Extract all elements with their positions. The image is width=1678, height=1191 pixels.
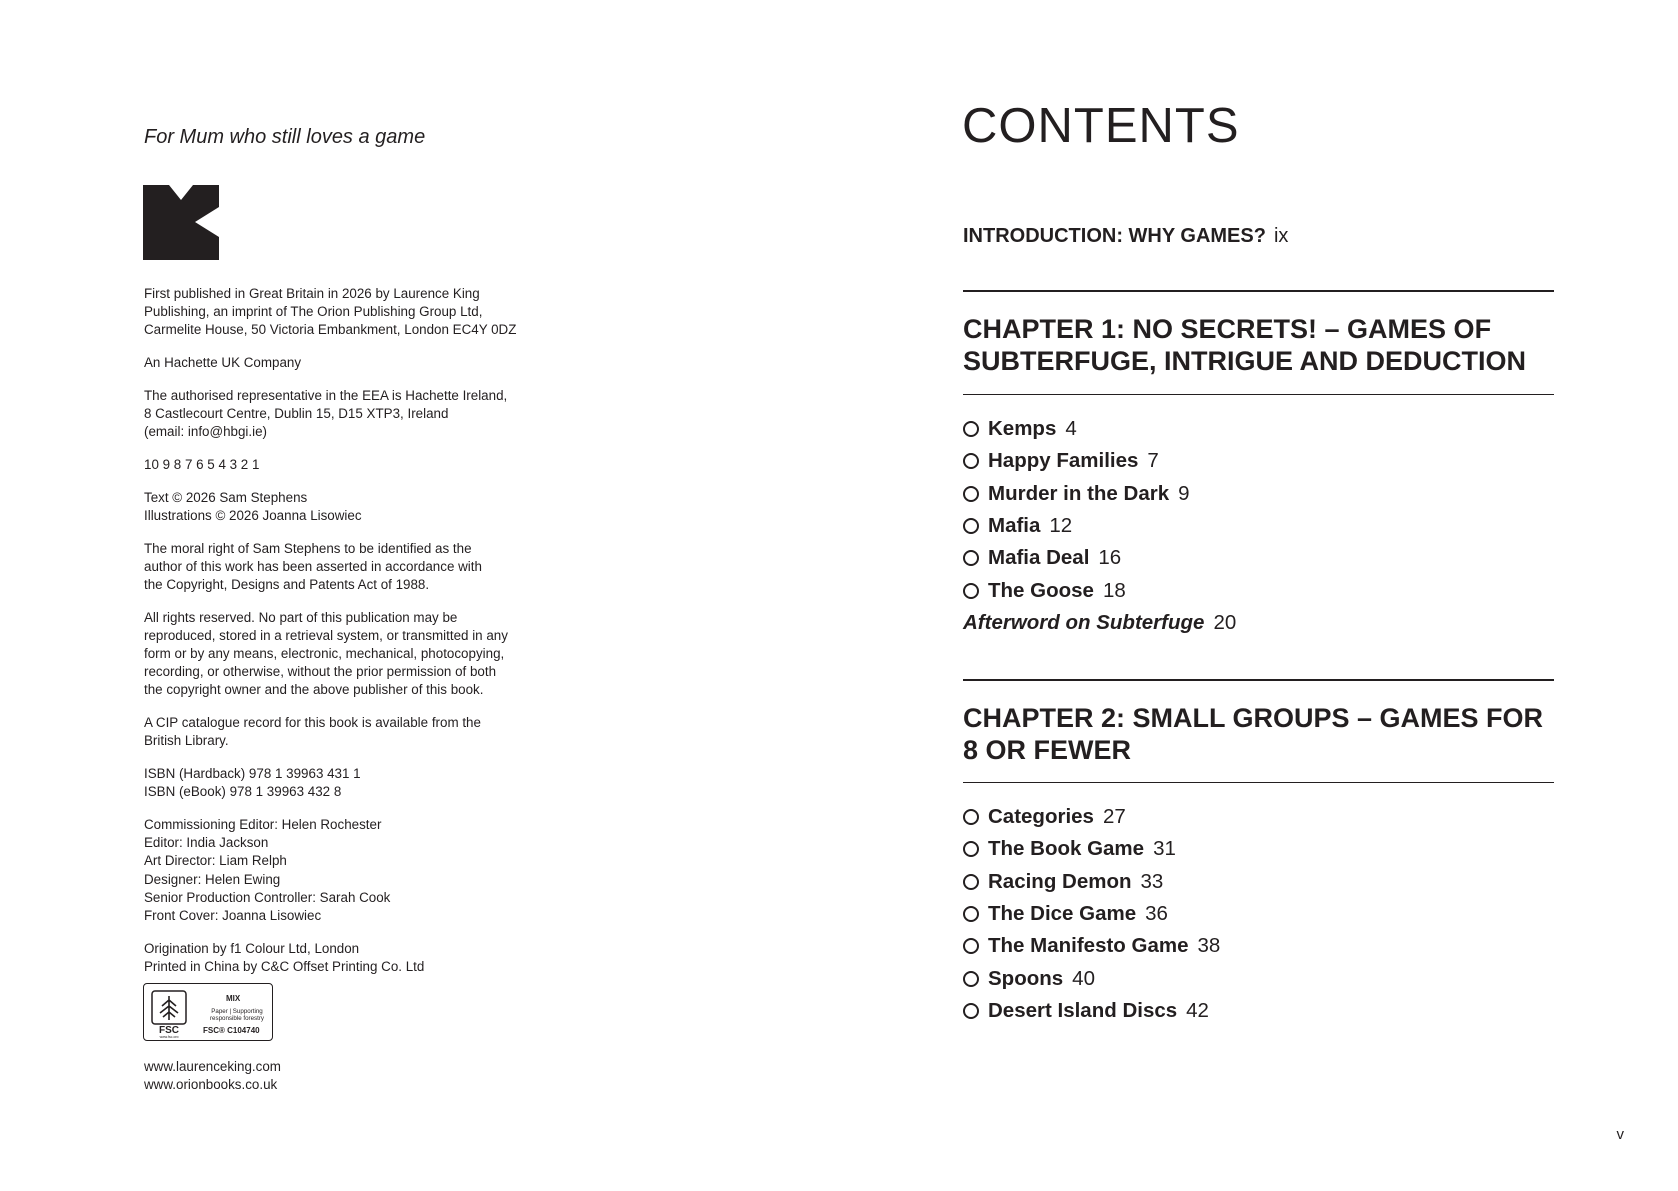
imprint-rights-reserved: All rights reserved. No part of this publication may be reproduced, stored in a retrieval system, or transmitted in any form or by any means, electronic, mechanical, photocopying, recording, or otherwise, without the prior permission of both the copyright owner and the above publisher of this book. [144, 609, 508, 698]
introduction-entry [963, 225, 1288, 248]
toc-entry-name: Spoons [988, 966, 1064, 990]
fsc-description: Paper | Supporting responsible forestry [210, 1008, 264, 1022]
toc-entry-name: Categories [988, 805, 1094, 829]
publisher-websites: www.laurenceking.com www.orionbooks.co.uk [144, 1059, 281, 1093]
toc-entry-page: 7 [1147, 449, 1159, 473]
toc-entry [963, 995, 1220, 1027]
imprint-credits: Commissioning Editor: Helen Rochester Editor: India Jackson Art Director: Liam Relph Designer: Helen Ewing Senior Production Controller: Sarah Cook Front Cover: Joanna Lisowiec [144, 816, 391, 923]
toc-entry-page: 9 [1178, 481, 1190, 505]
fsc-license-code: FSC® C104740 [203, 1026, 260, 1035]
checkbox-circle-icon [963, 583, 979, 599]
imprint-company: An Hachette UK Company [144, 355, 302, 371]
chapter-2-rule-top [963, 679, 1554, 681]
toc-entry [963, 866, 1220, 898]
toc-entry-name: Racing Demon [988, 869, 1132, 893]
chapter-2-rule-bottom [963, 782, 1554, 783]
contents-page [839, 0, 1678, 1191]
toc-entry-name: Murder in the Dark [988, 481, 1170, 505]
toc-entry-name: The Goose [988, 578, 1094, 602]
contents-heading: CONTENTS [962, 99, 1240, 153]
introduction-page: ix [1273, 225, 1289, 247]
chapter-1-title: CHAPTER 1: NO SECRETS! – GAMES OF SUBTERFUGE, INTRIGUE AND DEDUCTION [963, 314, 1527, 376]
fsc-mix-label: MIX [226, 994, 241, 1003]
checkbox-circle-icon [963, 938, 979, 954]
toc-entry [963, 478, 1236, 510]
toc-entry-page: 4 [1065, 417, 1077, 441]
chapter-2-entries [963, 801, 1220, 1027]
toc-afterword-page: 20 [1213, 610, 1237, 634]
chapter-1-rule-bottom [963, 394, 1554, 395]
toc-entry-name: Desert Island Discs [988, 998, 1178, 1022]
chapter-1-rule-top [963, 290, 1554, 292]
imprint-cip: A CIP catalogue record for this book is available from the British Library. [144, 715, 481, 749]
imprint-printing-line: 10 9 8 7 6 5 4 3 2 1 [144, 456, 260, 472]
checkbox-circle-icon [963, 1003, 979, 1019]
toc-entry-name: Kemps [988, 417, 1057, 441]
fsc-logo-url: www.fsc.org [159, 1035, 179, 1038]
toc-entry-page: 33 [1140, 869, 1164, 893]
page-number: v [1616, 1126, 1624, 1143]
toc-entry [963, 510, 1236, 542]
checkbox-circle-icon [963, 421, 979, 437]
checkbox-circle-icon [963, 809, 979, 825]
toc-entry [963, 413, 1236, 445]
toc-entry [963, 898, 1220, 930]
imprint-publisher: First published in Great Britain in 2026 by Laurence King Publishing, an imprint of The Orion Publishing Group Ltd, Carmelite House, 50 Victoria Embankment, London EC4Y 0DZ [144, 286, 517, 338]
toc-afterword [963, 607, 1236, 639]
imprint-eea-representative: The authorised representative in the EEA is Hachette Ireland, 8 Castlecourt Centre, Dublin 15, D15 XTP3, Ireland (email: info@hbgi.ie) [144, 387, 508, 440]
toc-entry-page: 12 [1049, 514, 1073, 538]
toc-entry [963, 833, 1220, 865]
dedication: For Mum who still loves a game [144, 126, 426, 148]
toc-entry [963, 574, 1236, 606]
toc-entry-page: 31 [1153, 837, 1176, 861]
chapter-1-entries [963, 413, 1236, 639]
checkbox-circle-icon [963, 518, 979, 534]
toc-entry [963, 445, 1236, 477]
checkbox-circle-icon [963, 841, 979, 857]
imprint-copyright: Text © 2026 Sam Stephens Illustrations © 2026 Joanna Lisowiec [144, 489, 362, 523]
toc-entry-name: Mafia [988, 514, 1041, 538]
checkbox-circle-icon [963, 971, 979, 987]
imprint-text [144, 285, 564, 991]
toc-entry-page: 38 [1197, 934, 1221, 958]
toc-entry [963, 542, 1236, 574]
toc-entry [963, 962, 1220, 994]
toc-entry-page: 36 [1145, 902, 1168, 926]
toc-entry-name: The Dice Game [988, 902, 1137, 926]
toc-entry [963, 801, 1220, 833]
checkbox-circle-icon [963, 906, 979, 922]
imprint-moral-right: The moral right of Sam Stephens to be identified as the author of this work has been asserted in accordance with the Copyright, Designs and Patents Act of 1988. [144, 540, 482, 592]
checkbox-circle-icon [963, 486, 979, 502]
checkbox-circle-icon [963, 453, 979, 469]
toc-entry-page: 27 [1102, 805, 1126, 829]
toc-entry-name: The Manifesto Game [988, 934, 1189, 958]
toc-entry-page: 18 [1102, 578, 1126, 602]
toc-entry-page: 42 [1186, 998, 1209, 1022]
toc-entry-name: Happy Families [988, 449, 1139, 473]
fsc-badge [143, 983, 273, 1041]
toc-entry [963, 930, 1220, 962]
toc-entry-page: 40 [1072, 966, 1095, 990]
imprint-isbn: ISBN (Hardback) 978 1 39963 431 1 ISBN (eBook) 978 1 39963 432 8 [144, 766, 361, 800]
toc-afterword-name: Afterword on Subterfuge [963, 610, 1205, 634]
toc-entry-page: 16 [1098, 546, 1122, 570]
checkbox-circle-icon [963, 874, 979, 890]
fsc-logo-text: FSC [159, 1025, 179, 1036]
imprint-origination: Origination by f1 Colour Ltd, London Printed in China by C&C Offset Printing Co. Ltd [144, 940, 425, 974]
toc-entry-name: The Book Game [988, 837, 1145, 861]
laurence-king-k-logo-icon [143, 185, 219, 260]
toc-entry-name: Mafia Deal [988, 546, 1090, 570]
fsc-tree-icon [150, 988, 190, 1038]
chapter-2-title: CHAPTER 2: SMALL GROUPS – GAMES FOR 8 OR FEWER [963, 703, 1544, 765]
checkbox-circle-icon [963, 550, 979, 566]
introduction-label: INTRODUCTION: WHY GAMES? [963, 225, 1266, 247]
